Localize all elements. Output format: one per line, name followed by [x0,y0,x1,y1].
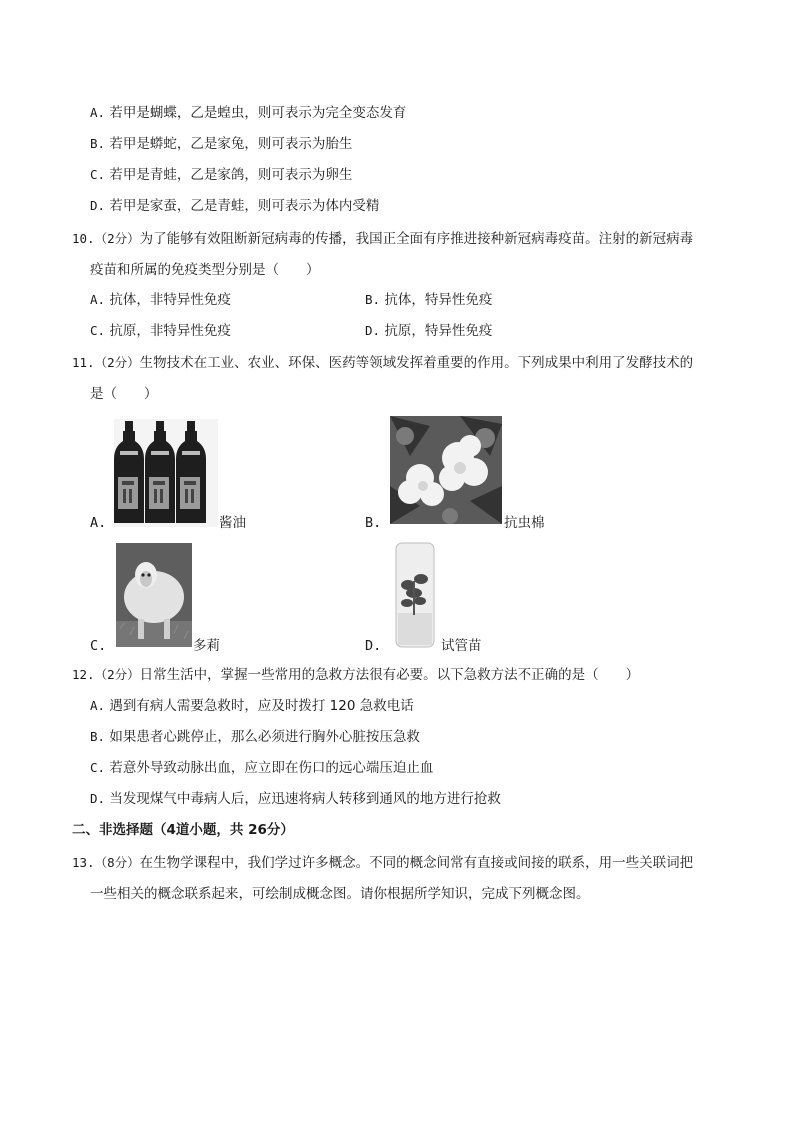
option-letter: B. [90,136,106,151]
q10-option-c [90,321,231,341]
dolly-sheep-image [116,543,192,647]
option-text: 若意外导致动脉出血，应立即在伤口的远心端压迫止血 [109,760,434,776]
q10-option-a [90,290,231,310]
option-text: 抗原，非特异性免疫 [109,323,231,339]
q13-stem-line2: 一些相关的概念联系起来，可绘制成概念图。请你根据所学知识，完成下列概念图。 [90,886,590,902]
option-text: 抗体，非特异性免疫 [109,292,231,308]
q11-option-d-caption: 试管苗 [441,638,482,654]
question-number: 12. [72,667,95,682]
q9-option-d [90,196,379,216]
cotton-bolls-icon [390,416,502,524]
option-letter: C. [90,323,106,338]
option-letter: A. [90,698,106,713]
option-letter: B. [90,729,106,744]
option-text: 抗体，特异性免疫 [384,292,493,308]
q11-option-c-letter: C. [90,638,107,654]
q10-option-b [365,290,492,310]
option-text: 当发现煤气中毒病人后，应迅速将病人转移到通风的地方进行抢救 [109,791,501,807]
q11-option-b-letter: B. [365,515,382,531]
option-letter: A. [90,105,106,120]
q9-option-b [90,134,352,154]
soy-sauce-image [114,419,218,527]
soy-sauce-bottles-icon [114,419,218,527]
test-tube-seedling-icon [390,541,440,649]
q11-option-c-caption: 多莉 [193,638,220,654]
question-score: （2分） [94,355,140,370]
q9-option-a [90,103,406,123]
question-text: 日常生活中，掌握一些常用的急救方法很有必要。以下急救方法不正确的是（ ） [139,667,640,683]
q11-stem-line1 [72,353,693,373]
question-text: 为了能够有效阻断新冠病毒的传播，我国正全面有序推进接种新冠病毒疫苗。注射的新冠病毒 [139,231,694,247]
option-text: 如果患者心跳停止，那么必须进行胸外心脏按压急救 [109,729,420,745]
q11-option-a-letter: A. [90,515,107,531]
q12-option-d [90,789,501,809]
q11-stem-line2: 是（ ） [90,386,158,402]
q11-option-b-caption: 抗虫棉 [504,515,545,531]
q12-stem [72,665,639,685]
option-text: 遇到有病人需要急救时，应及时拨打 120 急救电话 [109,698,414,714]
question-score: （2分） [94,667,140,682]
question-score: （8分） [94,855,140,870]
dolly-sheep-icon [116,543,192,647]
section-heading: 二、非选择题（4道小题，共 26分） [72,822,294,838]
option-text: 若甲是家蚕，乙是青蛙，则可表示为体内受精 [109,198,380,214]
option-letter: D. [90,198,106,213]
option-letter: C. [90,167,106,182]
q12-option-b [90,727,420,747]
q10-stem-line2: 疫苗和所属的免疫类型分别是（ ） [90,262,320,278]
option-text: 抗原，特异性免疫 [384,323,493,339]
question-number: 11. [72,355,95,370]
option-letter: A. [90,292,106,307]
question-score: （2分） [94,231,140,246]
q10-stem-line1 [72,229,693,249]
q12-option-c [90,758,433,778]
option-letter: D. [90,791,106,806]
question-text: 生物技术在工业、农业、环保、医药等领域发挥着重要的作用。下列成果中利用了发酵技术的 [139,355,694,371]
question-number: 10. [72,231,95,246]
option-text: 若甲是青蛙，乙是家鸽，则可表示为卵生 [109,167,353,183]
question-number: 13. [72,855,95,870]
cotton-image [390,416,502,524]
q11-option-a-caption: 酱油 [219,515,246,531]
q13-stem-line1 [72,853,693,873]
option-letter: D. [365,323,381,338]
option-letter: C. [90,760,106,775]
question-text: 在生物学课程中，我们学过许多概念。不同的概念间常有直接或间接的联系，用一些关联词把 [139,855,694,871]
option-text: 若甲是蝴蝶，乙是蝗虫，则可表示为完全变态发育 [109,105,407,121]
q9-option-c [90,165,352,185]
q11-option-d-letter: D. [365,638,382,654]
q12-option-a [90,696,414,716]
option-text: 若甲是蟒蛇，乙是家兔，则可表示为胎生 [109,136,353,152]
test-tube-seedling-image [390,541,440,649]
q10-option-d [365,321,492,341]
option-letter: B. [365,292,381,307]
